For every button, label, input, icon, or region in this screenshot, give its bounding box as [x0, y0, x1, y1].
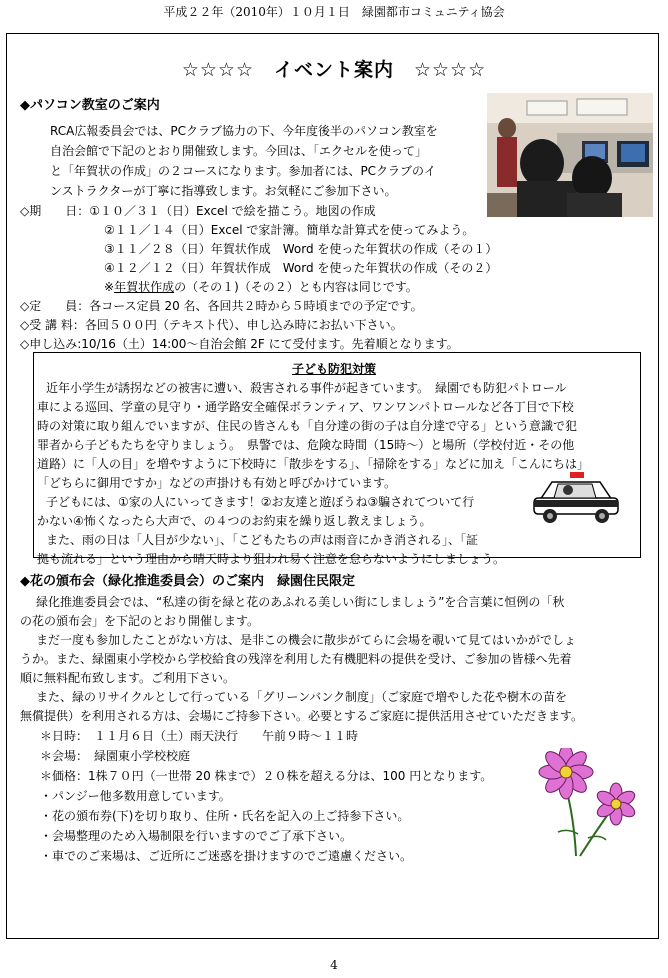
flower-line: 順に無料配布致します。ご利用下さい。	[20, 671, 236, 685]
flower-heading: ◆花の頒布会（緑化推進委員会）のご案内 緑園住民限定	[20, 574, 355, 589]
detail-line: ◇定 員：各コース定員 20 名、各回共２時から５時頃までの予定です。	[20, 299, 423, 313]
flower-item: ・車でのご来場は、ご近所にご迷惑を掛けますのでご遠慮ください。	[40, 849, 413, 863]
schedule-line: ③１１／２８（日）年賀状作成 Word を使った年賀状の作成（その１）	[104, 242, 498, 256]
schedule-note: ※年賀状作成の（その１)（その２）とも内容は同じです。	[104, 280, 418, 294]
detail-line: ◇受 講 料：各回５００円（テキスト代）、申し込み時にお払い下さい。	[20, 318, 403, 332]
crime-line: 車による巡回、学童の見守り・通学路安全確保ボランティア、ワンワンパトロールなど各丁目で下校	[37, 400, 574, 414]
flower-line: まだ一度も参加したことがない方は、是非この機会に散歩がてらに会場を覗いて見てはいかがでしょ	[36, 633, 577, 647]
crime-line: 道路）に「人の目」を増やすように下校時に「散歩をする」、「掃除をする」などに加え「こんにちは」	[37, 457, 590, 471]
crime-line: 罪者から子どもたちを守りましょう。 県警では、危険な時間（15時～）と場所（学校付近・その他	[37, 438, 575, 452]
detail-line: ◇申し込み:10/16（土）14:00～自治会館 2F にて受付ます。先着順となります。	[20, 337, 459, 351]
page-header: 平成２２年（2010年）１０月１日 緑園都市コミュニティ協会	[163, 5, 505, 19]
crime-line: 拠も流れる」という理由から晴天時より狙われ易く注意を怠らないようにしましょう。	[37, 552, 506, 566]
schedule-line: ◇期 日：①１０／３１（日）Excel で絵を描こう。地図の作成	[20, 204, 376, 218]
flower-item: ・会場整理のため入場制限を行いますのでご了承下さい。	[40, 829, 353, 843]
crime-prevention-title: 子ども防犯対策	[291, 362, 376, 376]
flower-item: ・花の頒布券(下)を切り取り、住所・氏名を記入の上ご持参下さい。	[40, 809, 410, 823]
flower-line: 緑化推進委員会では、“私達の街を緑と花のあふれる美しい街にしましょう”を合言葉に恒例の「秋	[36, 595, 565, 609]
crime-line: 近年小学生が誘拐などの被害に遭い、殺害される事件が起きています。 緑園でも防犯パトロール	[46, 381, 567, 395]
pc-para-line: ンストラクターが丁寧に指導致します。お気軽にご参加下さい。	[50, 184, 397, 198]
crime-line: また、雨の日は「人目が少ない」、「こどもたちの声は雨音にかき消される」、「証	[46, 533, 479, 547]
page-number: 4	[330, 958, 338, 972]
crime-line: 子どもには、①家の人にいってきます！②お友達と遊ぼうね③騙されてついて行	[46, 495, 475, 509]
pc-heading: ◆パソコン教室のご案内	[20, 98, 160, 113]
flower-item: ＊日時： １１月６日（土）雨天決行 午前９時～１１時	[40, 729, 359, 743]
crime-line: かない④怖くなったら大声で、の４つのお約束を繰り返し教えましょう。	[37, 514, 432, 528]
schedule-line: ②１１／１４（日）Excel で家計簿。簡単な計算式を使ってみよう。	[104, 223, 475, 237]
schedule-line: ④１２／１２（日）年賀状作成 Word を使った年賀状の作成（その２）	[104, 261, 498, 275]
flower-item: ・パンジー他多数用意しています。	[40, 789, 231, 803]
flower-line: 無償提供）を利用される方は、会場にご持参下さい。必要とするご家庭に提供活用させていただきます。	[20, 709, 584, 723]
cosmos-flower-illustration	[528, 748, 644, 860]
flower-line: の花の頒布会」を下記のとおり開催します。	[20, 614, 260, 628]
police-car-illustration	[530, 470, 622, 528]
page-title: ☆☆☆☆ イベント案内 ☆☆☆☆	[181, 59, 487, 81]
pc-para-line: RCA広報委員会では、PCクラブ協力の下、今年度後半のパソコン教室を	[50, 124, 438, 138]
flower-item: ＊会場： 緑園東小学校校庭	[40, 749, 191, 763]
flower-item: ＊価格：1株７０円（一世帯 20 株まで）２０株を超える分は、100 円となります。	[40, 769, 493, 783]
pc-para-line: 自治会館で下記のとおり開催致します。今回は、「エクセルを使って」	[50, 144, 428, 158]
pc-class-photo	[487, 93, 653, 217]
flower-line: また、緑のリサイクルとして行っている「グリーンバンク制度」（ご家庭で増やした花や樹木の苗を	[36, 690, 568, 704]
crime-line: 時の対策に取り組んでいますが、住民の皆さんも「自分達の街の子は自分達で守る」という意識で犯	[37, 419, 578, 433]
flower-line: うか。また、緑園東小学校から学校給食の残滓を利用した有機肥料の提供を受け、ご参加の皆様へ先着	[20, 652, 572, 666]
pc-para-line: と「年賀状の作成」の２コースになります。参加者には、PCクラブのイ	[50, 164, 437, 178]
crime-line: 「どちらに御用ですか」などの声掛けも有効と呼びかけています。	[37, 476, 397, 490]
